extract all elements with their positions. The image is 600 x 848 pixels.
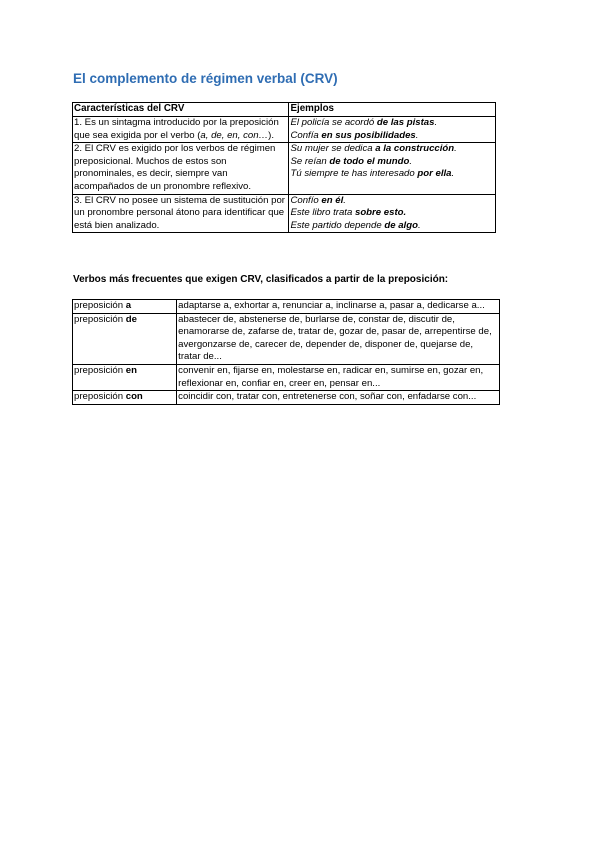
preposition-word: de xyxy=(125,313,137,325)
table-header-row xyxy=(73,103,496,117)
preposition-label: preposición xyxy=(74,391,126,403)
verbs-cell: adaptarse a, exhortar a, renunciar a, inclinarse a, pasar a, dedicarse a... xyxy=(177,300,500,314)
characteristic-text-end: ). xyxy=(268,129,275,141)
table-row xyxy=(73,364,500,390)
example-text: Este libro trata xyxy=(290,207,355,219)
example-sentence xyxy=(290,156,494,169)
example-text: Confía xyxy=(290,129,322,141)
characteristic-cell xyxy=(73,194,289,233)
header-characteristics: Características del CRV xyxy=(73,103,289,117)
characteristic-cell xyxy=(73,117,289,143)
example-crv: en sus posibilidades xyxy=(321,129,416,141)
preposition-word: en xyxy=(125,364,137,376)
preposition-label: preposición xyxy=(74,313,126,325)
header-examples: Ejemplos xyxy=(289,103,496,117)
example-sentence xyxy=(290,168,494,181)
example-text-end: . xyxy=(409,155,413,167)
table-row xyxy=(73,300,500,314)
example-sentence xyxy=(290,207,494,220)
table-row xyxy=(73,143,496,194)
example-crv: de algo xyxy=(384,219,418,231)
table-row xyxy=(73,194,496,233)
example-text-end: . xyxy=(415,129,419,141)
verbs-cell: abastecer de, abstenerse de, burlarse de, constar de, discutir de, enamorarse de, zafarse de, tratar de, gozar de, pasar de, arrepentirse de, avergonzarse de, carecer de, depender de, disponer de, quejarse de, tratar de... xyxy=(177,313,500,364)
table-row xyxy=(73,313,500,364)
characteristic-text: 1. Es un sintagma introducido por la preposición que sea exigida por el verbo ( xyxy=(74,117,279,141)
examples-cell xyxy=(289,194,496,233)
example-text: Se reían xyxy=(290,155,330,167)
example-text: Su mujer se dedica xyxy=(290,143,376,155)
preposition-cell xyxy=(73,313,177,364)
preposition-label: preposición xyxy=(74,300,126,311)
characteristic-text: 3. El CRV no posee un sistema de sustitución por un pronombre personal átono para identificar que está bien analizado. xyxy=(74,194,286,231)
preposition-label: preposición xyxy=(74,364,126,376)
characteristic-cell xyxy=(73,143,289,194)
example-sentence xyxy=(290,195,494,208)
preposition-cell xyxy=(73,300,177,314)
example-crv: de las pistas xyxy=(376,117,435,128)
crv-characteristics-table xyxy=(72,102,496,233)
example-sentence xyxy=(290,130,494,143)
page-title: El complemento de régimen verbal (CRV) xyxy=(73,71,338,86)
verbs-cell: coincidir con, tratar con, entretenerse con, soñar con, enfadarse con... xyxy=(177,391,500,405)
preposition-cell xyxy=(73,391,177,405)
examples-cell xyxy=(289,117,496,143)
example-sentence xyxy=(290,117,494,130)
example-text: Tú siempre te has interesado xyxy=(290,168,418,180)
example-text-end: . xyxy=(434,117,438,128)
table-row xyxy=(73,117,496,143)
example-sentence xyxy=(290,143,494,156)
preposition-cell xyxy=(73,364,177,390)
example-crv: a la construcción xyxy=(375,143,455,155)
example-text-end: . xyxy=(417,219,421,231)
example-crv: por ella xyxy=(417,168,452,180)
preposition-word: a xyxy=(125,300,132,311)
example-text-end: . xyxy=(343,194,346,206)
example-text-end: . xyxy=(454,143,457,155)
example-text-end: . xyxy=(451,168,455,180)
example-crv: sobre esto. xyxy=(354,207,407,219)
frequent-verbs-table xyxy=(72,299,500,405)
table-row xyxy=(73,391,500,405)
example-sentence xyxy=(290,220,494,233)
example-text: El policía se acordó xyxy=(290,117,377,128)
example-crv: de todo el mundo xyxy=(329,155,410,167)
preposition-word: con xyxy=(125,391,143,403)
characteristic-text: 2. El CRV es exigido por los verbos de régimen preposicional. Muchos de estos son pronominales, es decir, siempre van acompañados de un pronombre reflexivo. xyxy=(74,143,276,192)
example-text: Este partido depende xyxy=(290,219,385,231)
section-subtitle: Verbos más frecuentes que exigen CRV, clasificados a partir de la preposición: xyxy=(73,274,449,285)
example-text: Confío xyxy=(290,194,322,206)
examples-cell xyxy=(289,143,496,194)
verbs-cell: convenir en, fijarse en, molestarse en, radicar en, sumirse en, gozar en, reflexionar en, confiar en, creer en, pensar en... xyxy=(177,364,500,390)
example-crv: en él xyxy=(321,194,344,206)
characteristic-italic: a, de, en, con… xyxy=(200,129,269,141)
